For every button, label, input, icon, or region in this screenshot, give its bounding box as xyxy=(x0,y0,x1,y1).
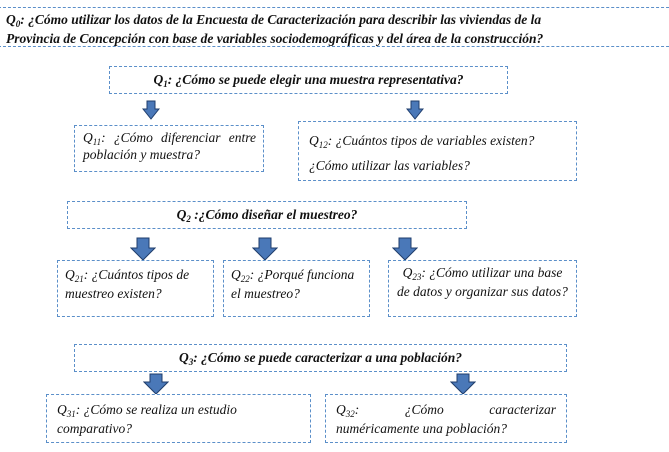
q23-text: : ¿Cómo utilizar una base de datos y organizar sus datos? xyxy=(397,265,568,299)
q12-box xyxy=(298,121,577,181)
q23-subscript: 23 xyxy=(412,272,422,282)
q21-box xyxy=(57,260,214,317)
q1-box xyxy=(109,66,508,94)
q12-symbol: Q xyxy=(309,133,319,148)
q2-text: :¿Cómo diseñar el muestreo? xyxy=(190,207,358,222)
down-arrow-icon xyxy=(130,237,156,261)
q32-box xyxy=(325,394,567,443)
q31-subscript: 31 xyxy=(66,409,76,419)
q1-subscript: 1 xyxy=(163,79,168,89)
q22-symbol: Q xyxy=(231,267,241,282)
q31-box xyxy=(46,394,311,443)
down-arrow-icon xyxy=(143,373,169,395)
q21-text: : ¿Cuántos tipos de muestreo existen? xyxy=(65,267,190,301)
q31-text: : ¿Cómo se realiza un estudio comparativo? xyxy=(57,402,237,436)
down-arrow-icon xyxy=(392,237,418,261)
down-arrow-icon xyxy=(406,100,424,120)
down-arrow-icon xyxy=(450,373,476,395)
q3-box xyxy=(74,344,567,372)
q11-box xyxy=(74,125,264,172)
root-question-text-1: : ¿Cómo utilizar los datos de la Encuesta de Caracterización para describir las viviendas de la xyxy=(20,12,542,27)
q12-line-1 xyxy=(309,129,576,154)
q31-symbol: Q xyxy=(57,402,67,417)
q32-subscript: 32 xyxy=(345,409,355,419)
down-arrow-icon xyxy=(252,237,278,261)
q21-symbol: Q xyxy=(65,267,75,282)
q2-subscript: 2 xyxy=(186,214,191,224)
q11-text: : ¿Cómo diferenciar entre población y muestra? xyxy=(83,130,256,162)
q12-line-2: ¿Cómo utilizar las variables? xyxy=(309,158,470,173)
q32-symbol: Q xyxy=(336,402,346,417)
q11-symbol: Q xyxy=(83,130,93,145)
root-question-box xyxy=(0,7,669,47)
q1-symbol: Q xyxy=(153,72,164,87)
q3-text: : ¿Cómo se puede caracterizar a una población? xyxy=(193,350,463,365)
root-question-line-2: Provincia de Concepción con base de variables sociodemográficas y del área de la construcción? xyxy=(6,31,544,46)
q12-text-1: : ¿Cuántos tipos de variables existen? xyxy=(327,133,535,148)
q1-text: : ¿Cómo se puede elegir una muestra representativa? xyxy=(167,72,464,87)
root-question-symbol: Q xyxy=(6,12,16,27)
q23-box xyxy=(388,260,577,317)
q22-box xyxy=(223,260,370,317)
q3-subscript: 3 xyxy=(188,357,194,367)
q22-text: : ¿Porqué funciona el muestreo? xyxy=(231,267,355,301)
q32-text: : ¿Cómo caracterizar numéricamente una población? xyxy=(336,402,556,436)
q22-subscript: 22 xyxy=(240,274,250,284)
q21-subscript: 21 xyxy=(74,274,84,284)
root-question-line-1 xyxy=(6,11,669,30)
q3-symbol: Q xyxy=(178,350,189,365)
q11-subscript: 11 xyxy=(92,137,102,147)
q12-subscript: 12 xyxy=(318,140,328,150)
q2-box xyxy=(67,201,467,229)
down-arrow-icon xyxy=(142,100,160,120)
root-question-subscript: 0 xyxy=(15,19,21,29)
q2-symbol: Q xyxy=(176,207,187,222)
q23-symbol: Q xyxy=(402,265,413,280)
